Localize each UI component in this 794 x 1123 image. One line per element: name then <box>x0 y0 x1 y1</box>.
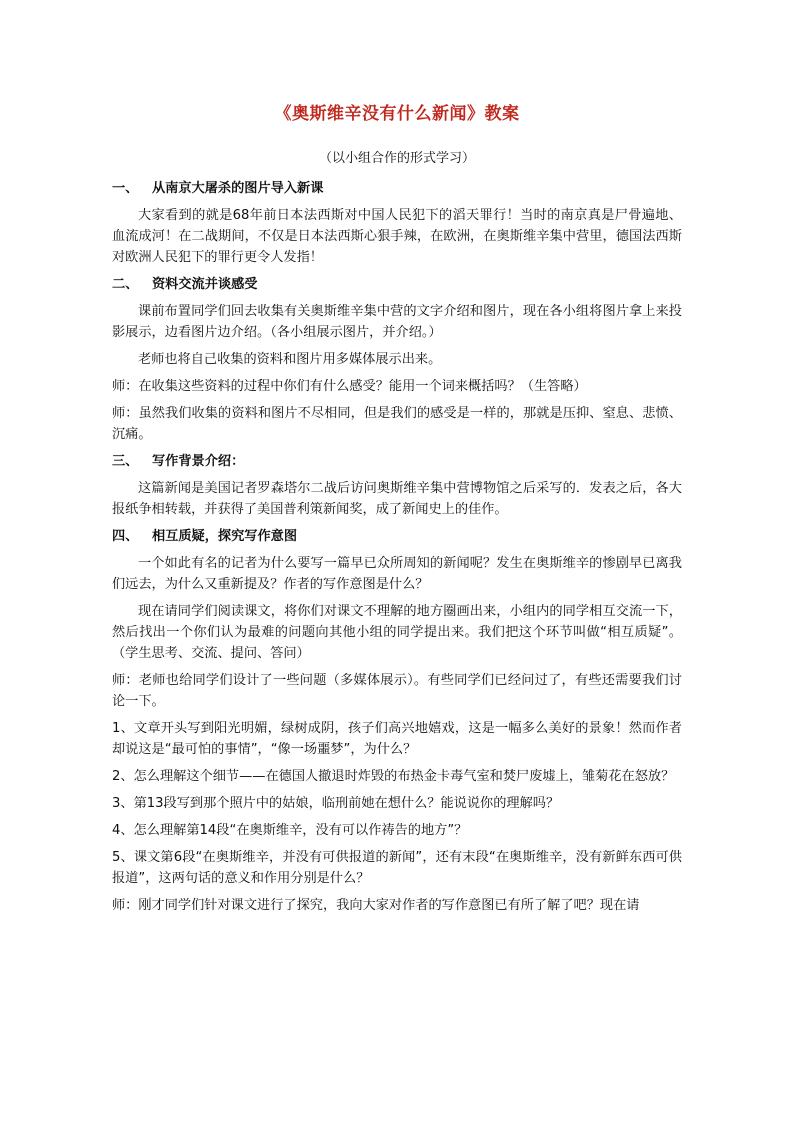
paragraph: 大家看到的就是68年前日本法西斯对中国人民犯下的滔天罪行！当时的南京真是尸骨遍地、血流成河！在二战期间，不仅是日本法西斯心狠手辣，在欧洲，在奥斯维辛集中营里，德国法西斯对欧洲人民犯下的罪行更令人发指！ <box>112 208 682 265</box>
question-item: 5、课文第6段“在奥斯维辛，并没有可供报道的新闻”，还有末段“在奥斯维辛，没有新鲜东西可供报道”，这两句话的意义和作用分别是什么？ <box>112 850 682 886</box>
paragraph: 现在请同学们阅读课文，将你们对课文不理解的地方圈画出来，小组内的同学相互交流一下，然后找出一个你们认为最难的问题向其他小组的同学提出来。我们把这个环节叫做“相互质疑”。（学生思考、交流、提问、答问） <box>112 604 682 661</box>
paragraph: 这篇新闻是美国记者罗森塔尔二战后访问奥斯维辛集中营博物馆之后采写的．发表之后，各大报纸争相转载，并获得了美国普利策新闻奖，成了新闻史上的佳作。 <box>112 481 682 517</box>
question-item: 2、怎么理解这个细节——在德国人撤退时炸毁的布热金卡毒气室和焚尸废墟上，雏菊花在怒放？ <box>112 769 675 784</box>
section-heading-2 <box>112 274 682 295</box>
section-number: 四、 <box>112 529 139 544</box>
section-number: 一、 <box>112 181 139 196</box>
section-heading-3 <box>112 451 682 472</box>
section-heading-4 <box>112 526 682 547</box>
teacher-line: 师：在收集这些资料的过程中你们有什么感受？能用一个词来概括吗？（生答略） <box>112 379 587 394</box>
document-body <box>112 178 682 922</box>
section-title: 写作背景介绍： <box>152 454 245 469</box>
paragraph: 老师也将自己收集的资料和图片用多媒体展示出来。 <box>138 352 442 367</box>
section-number: 三、 <box>112 454 139 469</box>
teacher-line: 师：刚才同学们针对课文进行了探究，我向大家对作者的写作意图已有所了解了吧？现在请 <box>112 898 640 913</box>
teacher-line: 师：老师也给同学们设计了一些问题（多媒体展示）。有些同学们已经问过了，有些还需要我们讨论一下。 <box>112 673 682 709</box>
section-title: 相互质疑，探究写作意图 <box>152 529 298 544</box>
question-item: 1、文章开头写到阳光明媚，绿树成阴，孩子们高兴地嬉戏，这是一幅多么美好的景象！然而作者却说这是“最可怕的事情”，“像一场噩梦”，为什么？ <box>112 721 682 757</box>
section-title: 资料交流并谈感受 <box>152 277 258 292</box>
document-subtitle: （以小组合作的形式学习） <box>318 151 475 166</box>
paragraph: 课前布置同学们回去收集有关奥斯维辛集中营的文字介绍和图片，现在各小组将图片拿上来投影展示，边看图片边介绍。（各小组展示图片，并介绍。） <box>112 304 682 340</box>
document-title: 《奥斯维辛没有什么新闻》教案 <box>274 104 520 124</box>
paragraph: 一个如此有名的记者为什么要写一篇早已众所周知的新闻呢？发生在奥斯维辛的惨剧早已离我们远去，为什么又重新提及？作者的写作意图是什么？ <box>112 556 682 592</box>
question-item: 3、第13段写到那个照片中的姑娘，临刑前她在想什么？能说说你的理解吗？ <box>112 796 560 811</box>
question-item: 4、怎么理解第14段“在奥斯维辛，没有可以作祷告的地方”？ <box>112 823 468 838</box>
section-number: 二、 <box>112 277 139 292</box>
teacher-line: 师：虽然我们收集的资料和图片不尽相同，但是我们的感受是一样的，那就是压抑、窒息、悲愤、沉痛。 <box>112 406 682 442</box>
section-heading-1 <box>112 178 682 199</box>
section-title: 从南京大屠杀的图片导入新课 <box>152 181 324 196</box>
